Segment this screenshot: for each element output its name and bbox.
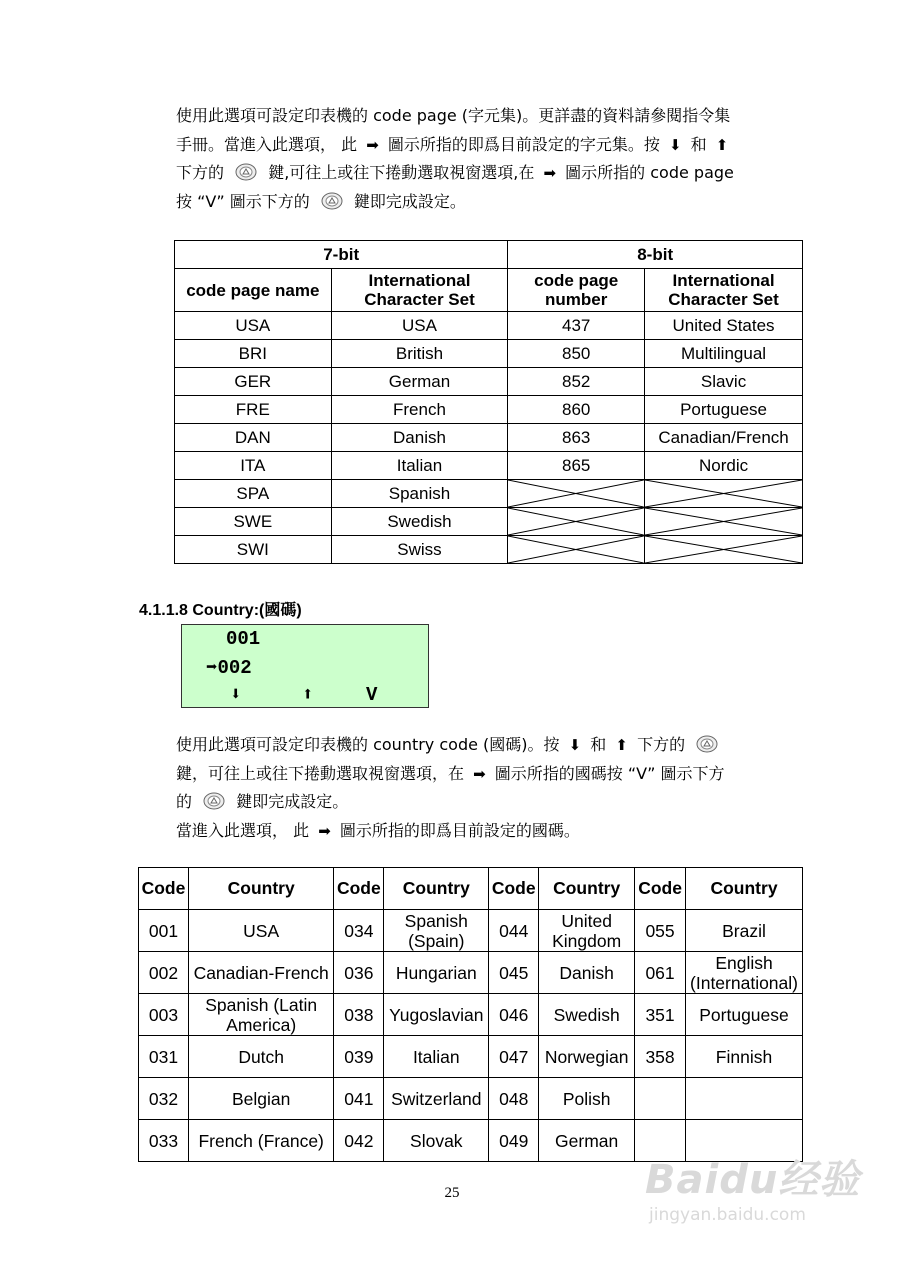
intl-set-cell: Swedish <box>331 508 508 536</box>
country-cell: Dutch <box>188 1036 333 1078</box>
intl-set-cell: Danish <box>331 424 508 452</box>
codepage-name-cell: SWI <box>175 536 332 564</box>
header-codepage-name: code page name <box>175 269 332 312</box>
country-cell: USA <box>188 910 333 952</box>
code-cell: 033 <box>139 1120 189 1162</box>
intro-text: 下方的 <box>176 163 225 182</box>
country-line <box>176 731 816 760</box>
code-cell: 042 <box>334 1120 384 1162</box>
empty-crossed-cell <box>508 508 645 536</box>
codepage-name-cell: SPA <box>175 480 332 508</box>
country-cell: Hungarian <box>384 952 489 994</box>
intl-set-8bit-cell: Multilingual <box>645 340 803 368</box>
codepage-name-cell: USA <box>175 312 332 340</box>
code-cell: 032 <box>139 1078 189 1120</box>
country-row <box>139 1036 803 1078</box>
intl-set-cell: German <box>331 368 508 396</box>
codepage-number-cell: 863 <box>508 424 645 452</box>
country-text: 的 <box>176 792 193 811</box>
code-cell: 039 <box>334 1036 384 1078</box>
header-country: Country <box>686 868 803 910</box>
lcd-v-label: V <box>366 684 378 706</box>
codepage-row <box>175 424 803 452</box>
intl-set-cell: British <box>331 340 508 368</box>
code-cell: 048 <box>489 1078 539 1120</box>
down-arrow-icon: ⬇ <box>668 135 682 154</box>
lcd-line-2 <box>206 656 252 679</box>
up-arrow-icon: ⬆ <box>615 736 628 754</box>
country-line <box>176 760 816 789</box>
codepage-row <box>175 480 803 508</box>
down-arrow-icon: ⬇ <box>230 684 242 706</box>
right-arrow-icon: ➡ <box>543 164 557 182</box>
country-text: 圖示所指的國碼按 “V” 圖示下方 <box>494 763 725 783</box>
codepage-number-cell: 437 <box>508 312 645 340</box>
lcd-value: 002 <box>217 657 252 679</box>
down-arrow-icon: ⬇ <box>568 736 582 754</box>
intro-text: 圖示所指的即爲目前設定的字元集。按 <box>387 134 660 154</box>
country-cell: Slovak <box>384 1120 489 1162</box>
codepage-table-body <box>175 312 803 564</box>
codepage-number-cell: 850 <box>508 340 645 368</box>
page-number: 25 <box>444 1185 460 1201</box>
intl-set-8bit-cell: United States <box>645 312 803 340</box>
intro-line <box>176 159 816 188</box>
codepage-number-cell: 860 <box>508 396 645 424</box>
intl-set-8bit-cell: Slavic <box>645 368 803 396</box>
country-line <box>176 788 816 817</box>
code-cell: 031 <box>139 1036 189 1078</box>
intro-text: 和 <box>690 134 707 154</box>
empty-crossed-cell <box>508 480 645 508</box>
country-cell: United Kingdom <box>539 910 635 952</box>
codepage-name-cell: ITA <box>175 452 332 480</box>
country-table-body <box>139 910 803 1162</box>
watermark-brand: Baidu经验 <box>645 1157 861 1203</box>
empty-crossed-cell <box>508 536 645 564</box>
code-cell: 002 <box>139 952 189 994</box>
country-cell: Finnish <box>686 1036 803 1078</box>
country-row <box>139 1078 803 1120</box>
code-cell <box>635 1078 686 1120</box>
intro-text: 鍵,可往上或往下捲動選取視窗選項,在 <box>268 163 535 182</box>
country-row <box>139 910 803 952</box>
header-code: Code <box>635 868 686 910</box>
country-cell: Swedish <box>539 994 635 1036</box>
code-cell: 047 <box>489 1036 539 1078</box>
country-text: 圖示所指的即爲目前設定的國碼。 <box>339 820 580 840</box>
watermark-url: jingyan.baidu.com <box>649 1205 806 1225</box>
header-intl-set: International Character Set <box>331 269 508 312</box>
intro-line: 使用此選項可設定印表機的 code page (字元集)。更詳盡的資料請參閱指令集 <box>176 106 731 125</box>
code-cell: 038 <box>334 994 384 1036</box>
intl-set-8bit-cell: Canadian/French <box>645 424 803 452</box>
intro-paragraph <box>176 102 816 216</box>
right-arrow-icon: ➡ <box>473 764 486 783</box>
header-code: Code <box>334 868 384 910</box>
button-icon <box>696 735 718 753</box>
country-cell <box>686 1078 803 1120</box>
right-arrow-icon: ➡ <box>318 821 331 840</box>
country-cell: Portuguese <box>686 994 803 1036</box>
country-cell: Norwegian <box>539 1036 635 1078</box>
empty-crossed-cell <box>645 536 803 564</box>
country-cell: French (France) <box>188 1120 333 1162</box>
country-cell: Yugoslavian <box>384 994 489 1036</box>
intl-set-cell: USA <box>331 312 508 340</box>
header-8bit: 8-bit <box>508 241 803 269</box>
header-code: Code <box>489 868 539 910</box>
empty-crossed-cell <box>645 480 803 508</box>
codepage-name-cell: GER <box>175 368 332 396</box>
intro-text: 鍵即完成設定。 <box>353 191 466 211</box>
button-icon <box>235 163 257 181</box>
country-paragraph <box>176 731 816 845</box>
country-cell: Spanish (Latin America) <box>188 994 333 1036</box>
country-cell: Italian <box>384 1036 489 1078</box>
country-line <box>176 817 816 846</box>
codepage-row <box>175 312 803 340</box>
header-intl-set-8bit: International Character Set <box>645 269 803 312</box>
country-cell: Danish <box>539 952 635 994</box>
code-cell: 351 <box>635 994 686 1036</box>
up-arrow-icon: ⬆ <box>302 684 314 706</box>
country-text: 使用此選項可設定印表機的 country code (國碼)。按 <box>176 735 560 754</box>
codepage-name-cell: BRI <box>175 340 332 368</box>
intro-text: 手冊。當進入此選項， 此 <box>176 134 358 154</box>
intl-set-cell: Italian <box>331 452 508 480</box>
intl-set-8bit-cell: Portuguese <box>645 396 803 424</box>
header-country: Country <box>188 868 333 910</box>
intl-set-cell: French <box>331 396 508 424</box>
intro-line <box>176 131 816 160</box>
lcd-display <box>181 624 429 708</box>
button-icon <box>203 792 225 810</box>
empty-crossed-cell <box>645 508 803 536</box>
country-cell: Spanish (Spain) <box>384 910 489 952</box>
country-row <box>139 994 803 1036</box>
code-cell: 041 <box>334 1078 384 1120</box>
header-codepage-number: code page number <box>508 269 645 312</box>
codepage-number-cell: 865 <box>508 452 645 480</box>
intro-text: 圖示所指的 code page <box>565 163 734 182</box>
codepage-row <box>175 508 803 536</box>
country-cell: Canadian-French <box>188 952 333 994</box>
country-text: 當進入此選項， 此 <box>176 820 310 840</box>
intro-line <box>176 188 816 217</box>
right-arrow-icon: ➡ <box>206 657 218 679</box>
code-cell: 045 <box>489 952 539 994</box>
codepage-name-cell: DAN <box>175 424 332 452</box>
button-icon <box>321 192 343 210</box>
intl-set-cell: Swiss <box>331 536 508 564</box>
codepage-row <box>175 340 803 368</box>
country-text: 和 <box>590 735 607 754</box>
country-table <box>138 867 803 1162</box>
code-cell: 061 <box>635 952 686 994</box>
header-7bit: 7-bit <box>175 241 508 269</box>
codepage-name-cell: FRE <box>175 396 332 424</box>
code-cell: 036 <box>334 952 384 994</box>
code-cell: 034 <box>334 910 384 952</box>
codepage-row <box>175 368 803 396</box>
header-country: Country <box>384 868 489 910</box>
codepage-table <box>174 240 803 564</box>
country-text: 下方的 <box>637 735 686 754</box>
code-cell: 001 <box>139 910 189 952</box>
code-cell: 044 <box>489 910 539 952</box>
codepage-row <box>175 396 803 424</box>
country-text: 鍵即完成設定。 <box>236 792 349 811</box>
right-arrow-icon: ➡ <box>366 135 379 154</box>
code-cell: 049 <box>489 1120 539 1162</box>
country-cell: Belgian <box>188 1078 333 1120</box>
intl-set-cell: Spanish <box>331 480 508 508</box>
codepage-row <box>175 536 803 564</box>
country-cell: German <box>539 1120 635 1162</box>
code-cell: 055 <box>635 910 686 952</box>
country-row <box>139 952 803 994</box>
header-code: Code <box>139 868 189 910</box>
codepage-name-cell: SWE <box>175 508 332 536</box>
code-cell: 046 <box>489 994 539 1036</box>
country-cell: English (International) <box>686 952 803 994</box>
codepage-row <box>175 452 803 480</box>
country-text: 鍵，可往上或往下捲動選取視窗選項，在 <box>176 763 465 783</box>
country-cell: Brazil <box>686 910 803 952</box>
section-title: 4.1.1.8 Country:(國碼) <box>139 602 302 619</box>
lcd-line-1: 001 <box>226 628 261 650</box>
codepage-number-cell: 852 <box>508 368 645 396</box>
country-cell: Polish <box>539 1078 635 1120</box>
intl-set-8bit-cell: Nordic <box>645 452 803 480</box>
code-cell: 358 <box>635 1036 686 1078</box>
country-cell: Switzerland <box>384 1078 489 1120</box>
intro-text: 按 “V” 圖示下方的 <box>176 191 310 211</box>
watermark <box>645 1148 860 1225</box>
header-country: Country <box>539 868 635 910</box>
code-cell: 003 <box>139 994 189 1036</box>
up-arrow-icon: ⬆ <box>715 135 729 154</box>
